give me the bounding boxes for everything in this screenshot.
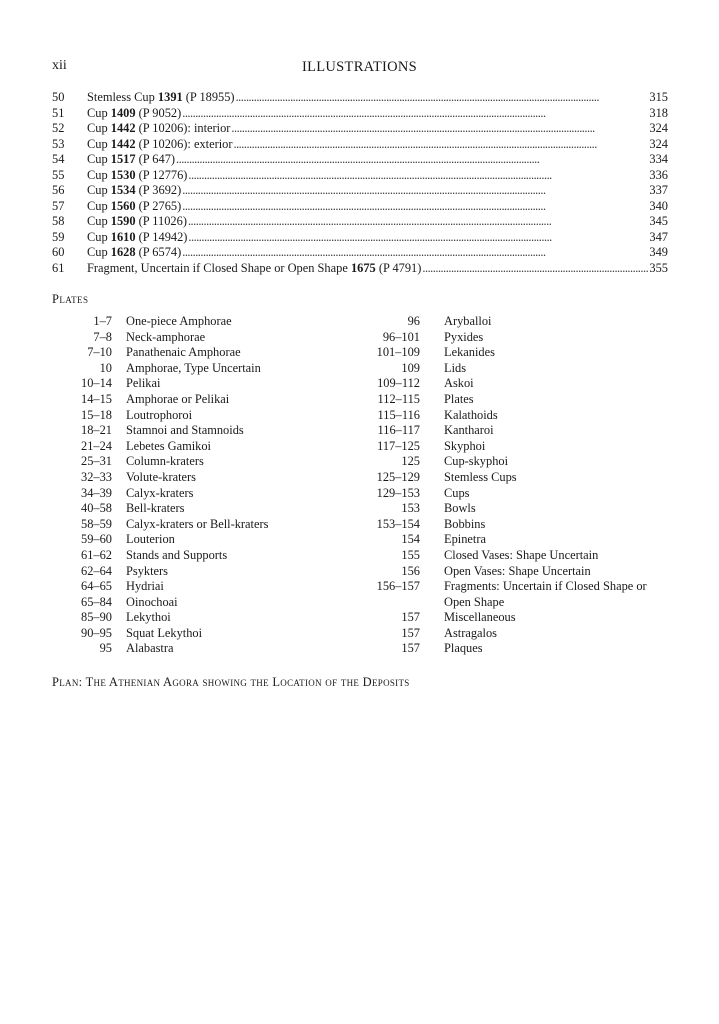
plate-range: 14–15 xyxy=(81,391,112,406)
figure-page: 345 xyxy=(649,214,668,228)
plate-row xyxy=(352,454,672,470)
plate-name: Askoi xyxy=(444,376,474,391)
plate-range: 95 xyxy=(99,641,112,656)
plate-row xyxy=(352,330,672,346)
plate-name: Calyx-kraters xyxy=(126,485,194,500)
figure-row xyxy=(52,245,668,261)
plate-range: 10–14 xyxy=(81,376,112,391)
plates-heading: Plates xyxy=(52,292,89,306)
figure-page: 334 xyxy=(649,152,668,166)
plates-list-right xyxy=(352,314,672,657)
plate-range: 109–112 xyxy=(377,376,420,391)
figure-title: Cup 1628 (P 6574) xyxy=(87,245,182,259)
plate-row xyxy=(352,626,672,642)
plate-range: 156 xyxy=(401,563,420,578)
figure-page: 315 xyxy=(649,90,668,104)
figure-page: 324 xyxy=(649,136,668,151)
plate-row xyxy=(352,486,672,502)
plate-range: 155 xyxy=(401,547,420,562)
dot-leader xyxy=(182,183,648,199)
plate-row xyxy=(352,564,672,580)
plate-row xyxy=(52,376,352,392)
figure-number: 57 xyxy=(52,198,65,213)
figure-page: 347 xyxy=(649,229,668,244)
dot-leader xyxy=(176,152,648,168)
plate-range: 1–7 xyxy=(93,314,112,328)
plate-range: 40–58 xyxy=(81,501,112,516)
plate-row xyxy=(52,345,352,361)
dot-leader xyxy=(182,245,648,261)
plate-range: 62–64 xyxy=(81,563,112,578)
plate-range: 96–101 xyxy=(382,329,420,344)
catalogue-number: 1628 xyxy=(110,245,136,259)
figure-title: Cup 1442 (P 10206): exterior xyxy=(87,136,233,151)
plate-range: 25–31 xyxy=(81,454,112,469)
catalogue-number: 1610 xyxy=(110,229,136,244)
figure-number: 52 xyxy=(52,121,65,135)
figure-row xyxy=(52,261,668,277)
plate-name: Lekythoi xyxy=(126,610,171,625)
plate-row xyxy=(52,392,352,408)
dot-leader xyxy=(422,261,648,277)
figure-number: 56 xyxy=(52,183,65,197)
plate-range: 90–95 xyxy=(81,625,112,640)
plate-range: 125 xyxy=(401,454,420,469)
figure-title: Stemless Cup 1391 (P 18955) xyxy=(87,90,235,104)
figure-title: Cup 1534 (P 3692) xyxy=(87,183,182,197)
plates-list-left xyxy=(52,314,352,657)
plate-name: Amphorae, Type Uncertain xyxy=(126,360,261,375)
plate-range: 58–59 xyxy=(81,516,112,531)
plate-name: Closed Vases: Shape Uncertain xyxy=(444,547,599,562)
plate-range: 153 xyxy=(401,501,420,516)
figure-number: 53 xyxy=(52,136,65,151)
plate-name: Stamnoi and Stamnoids xyxy=(126,423,244,438)
plate-name: Skyphoi xyxy=(444,438,486,453)
plate-row xyxy=(352,392,672,408)
plate-name: Squat Lekythoi xyxy=(126,625,203,640)
plate-row xyxy=(52,501,352,517)
plate-range: 59–60 xyxy=(81,532,112,547)
dot-leader xyxy=(188,168,648,184)
plate-name: Neck-amphorae xyxy=(126,329,206,344)
figure-title: Cup 1517 (P 647) xyxy=(87,152,176,166)
plate-row xyxy=(52,548,352,564)
plate-range: 61–62 xyxy=(81,547,112,562)
plate-row xyxy=(352,610,672,626)
catalogue-number: 1442 xyxy=(110,121,136,135)
plate-row xyxy=(352,345,672,361)
plate-range: 157 xyxy=(401,610,420,625)
plate-range: 15–18 xyxy=(81,407,112,422)
plate-range: 34–39 xyxy=(81,485,112,500)
plate-range: 7–8 xyxy=(93,329,112,344)
dot-leader xyxy=(236,90,649,106)
figure-row xyxy=(52,230,668,246)
plate-row xyxy=(52,610,352,626)
plate-name: Stemless Cups xyxy=(444,469,517,484)
dot-leader xyxy=(233,137,648,153)
plate-row xyxy=(52,486,352,502)
figure-number: 51 xyxy=(52,105,65,120)
dot-leader xyxy=(182,106,648,122)
plate-range: 7–10 xyxy=(87,345,112,360)
figure-row xyxy=(52,121,668,137)
figure-title: Cup 1590 (P 11026) xyxy=(87,214,187,228)
plate-row xyxy=(352,548,672,564)
plate-range: 109 xyxy=(401,360,420,375)
catalogue-number: 1534 xyxy=(110,183,136,197)
figure-title: Cup 1610 (P 14942) xyxy=(87,229,188,244)
figure-number: 54 xyxy=(52,152,65,166)
plate-name: Bobbins xyxy=(444,516,486,531)
catalogue-number: 1590 xyxy=(110,214,136,228)
plate-name: Calyx-kraters or Bell-kraters xyxy=(126,516,269,531)
plate-name: Aryballoi xyxy=(444,314,492,328)
plate-row xyxy=(352,517,672,533)
plate-row xyxy=(52,454,352,470)
plate-name: Astragalos xyxy=(444,625,497,640)
plate-row xyxy=(52,470,352,486)
dot-leader xyxy=(188,230,648,246)
figure-row xyxy=(52,152,668,168)
plate-row xyxy=(352,470,672,486)
plate-range: 96 xyxy=(407,314,420,328)
plate-name: Stands and Supports xyxy=(126,547,228,562)
plate-row xyxy=(352,579,672,610)
plate-row xyxy=(52,517,352,533)
plate-name: Lebetes Gamikoi xyxy=(126,438,211,453)
page-title: ILLUSTRATIONS xyxy=(301,59,418,75)
plate-name: Cups xyxy=(444,485,470,500)
plate-range: 125–129 xyxy=(376,469,420,484)
plate-row xyxy=(52,532,352,548)
plate-range: 21–24 xyxy=(81,438,112,453)
plate-range: 18–21 xyxy=(81,423,112,438)
figure-number: 55 xyxy=(52,167,65,182)
plate-range: 64–65 xyxy=(81,579,112,594)
plate-row xyxy=(352,376,672,392)
plate-name: Plates xyxy=(444,391,474,406)
plate-name: Lids xyxy=(444,360,467,375)
plate-range: 153–154 xyxy=(376,516,420,531)
plate-row xyxy=(52,330,352,346)
plate-name: Pyxides xyxy=(444,329,484,344)
plate-row xyxy=(352,314,672,330)
figure-page: 355 xyxy=(649,260,668,275)
plate-row xyxy=(52,626,352,642)
catalogue-number: 1560 xyxy=(110,198,136,213)
plate-row xyxy=(52,564,352,580)
figure-row xyxy=(52,106,668,122)
figure-page: 337 xyxy=(649,183,668,197)
figure-title: Cup 1530 (P 12776) xyxy=(87,167,188,182)
figure-page: 349 xyxy=(649,245,668,259)
figure-row xyxy=(52,214,668,230)
plate-name: Alabastra xyxy=(126,641,174,656)
plan-caption: Plan: The Athenian Agora showing the Location of the Deposits xyxy=(52,675,410,689)
plate-range: 154 xyxy=(401,532,420,547)
plate-row xyxy=(352,501,672,517)
catalogue-number: 1675 xyxy=(350,260,376,275)
plate-name: Volute-kraters xyxy=(126,469,196,484)
figure-number: 50 xyxy=(52,90,65,104)
figure-number: 61 xyxy=(52,260,65,275)
plate-row xyxy=(52,361,352,377)
figure-row xyxy=(52,199,668,215)
plate-name: Oinochoai xyxy=(126,594,178,609)
plate-range: 112–115 xyxy=(377,391,420,406)
plate-name: Fragments: Uncertain if Closed Shape or Open Shape xyxy=(444,579,647,609)
dot-leader xyxy=(188,214,648,230)
plate-name: Pelikai xyxy=(126,376,161,391)
plate-range: 156–157 xyxy=(376,579,420,594)
plate-name: Amphorae or Pelikai xyxy=(126,391,230,406)
figure-number: 59 xyxy=(52,229,65,244)
page-number: xii xyxy=(52,58,67,73)
figure-title: Cup 1560 (P 2765) xyxy=(87,198,182,213)
catalogue-number: 1442 xyxy=(110,136,136,151)
catalogue-number: 1517 xyxy=(110,152,136,166)
plate-name: Psykters xyxy=(126,563,168,578)
plate-row xyxy=(52,423,352,439)
dot-leader xyxy=(182,199,648,215)
plate-row xyxy=(352,408,672,424)
plate-row xyxy=(352,439,672,455)
plate-row xyxy=(352,423,672,439)
catalogue-number: 1530 xyxy=(110,167,136,182)
figure-number: 60 xyxy=(52,245,65,259)
plate-range: 117–125 xyxy=(377,438,420,453)
plate-range: 85–90 xyxy=(81,610,112,625)
plate-name: Column-kraters xyxy=(126,454,204,469)
plate-name: Lekanides xyxy=(444,345,495,360)
figure-title: Fragment, Uncertain if Closed Shape or Open Shape 1675 (P 4791) xyxy=(87,260,422,275)
plate-row xyxy=(352,361,672,377)
catalogue-number: 1409 xyxy=(110,105,136,120)
dot-leader xyxy=(231,121,648,137)
plate-range: 129–153 xyxy=(376,485,420,500)
plate-range: 116–117 xyxy=(377,423,420,438)
figure-row xyxy=(52,168,668,184)
plate-range: 32–33 xyxy=(81,469,112,484)
plate-name: Kalathoids xyxy=(444,407,498,422)
plate-name: Epinetra xyxy=(444,532,486,547)
plate-row xyxy=(52,314,352,330)
figure-title: Cup 1409 (P 9052) xyxy=(87,105,182,120)
figure-row xyxy=(52,90,668,106)
catalogue-number: 1391 xyxy=(157,90,183,104)
plate-range: 65–84 xyxy=(81,594,112,609)
plate-name: One-piece Amphorae xyxy=(126,314,232,328)
plate-range: 115–116 xyxy=(377,407,420,422)
plate-row xyxy=(52,641,352,657)
plate-range: 10 xyxy=(99,360,112,375)
plate-name: Bell-kraters xyxy=(126,501,185,516)
plate-row xyxy=(352,532,672,548)
plate-name: Open Vases: Shape Uncertain xyxy=(444,563,591,578)
figure-page: 336 xyxy=(649,167,668,182)
plate-range: 157 xyxy=(401,641,420,656)
plate-row xyxy=(52,439,352,455)
figure-page: 324 xyxy=(649,121,668,135)
plate-name: Plaques xyxy=(444,641,483,656)
plate-row xyxy=(52,579,352,595)
figure-page: 340 xyxy=(649,198,668,213)
figure-title: Cup 1442 (P 10206): interior xyxy=(87,121,231,135)
plate-name: Panathenaic Amphorae xyxy=(126,345,241,360)
plate-range: 101–109 xyxy=(376,345,420,360)
figure-list xyxy=(52,90,668,276)
plate-row xyxy=(52,595,352,611)
plate-row xyxy=(52,408,352,424)
figure-page: 318 xyxy=(649,105,668,120)
figure-row xyxy=(52,137,668,153)
plate-name: Loutrophoroi xyxy=(126,407,193,422)
plate-name: Cup-skyphoi xyxy=(444,454,509,469)
figure-number: 58 xyxy=(52,214,65,228)
plate-name: Louterion xyxy=(126,532,175,547)
plate-row xyxy=(352,641,672,657)
plate-name: Miscellaneous xyxy=(444,610,516,625)
plate-name: Bowls xyxy=(444,501,476,516)
plate-name: Kantharoi xyxy=(444,423,494,438)
figure-row xyxy=(52,183,668,199)
plate-range: 157 xyxy=(401,625,420,640)
plate-name: Hydriai xyxy=(126,579,164,594)
